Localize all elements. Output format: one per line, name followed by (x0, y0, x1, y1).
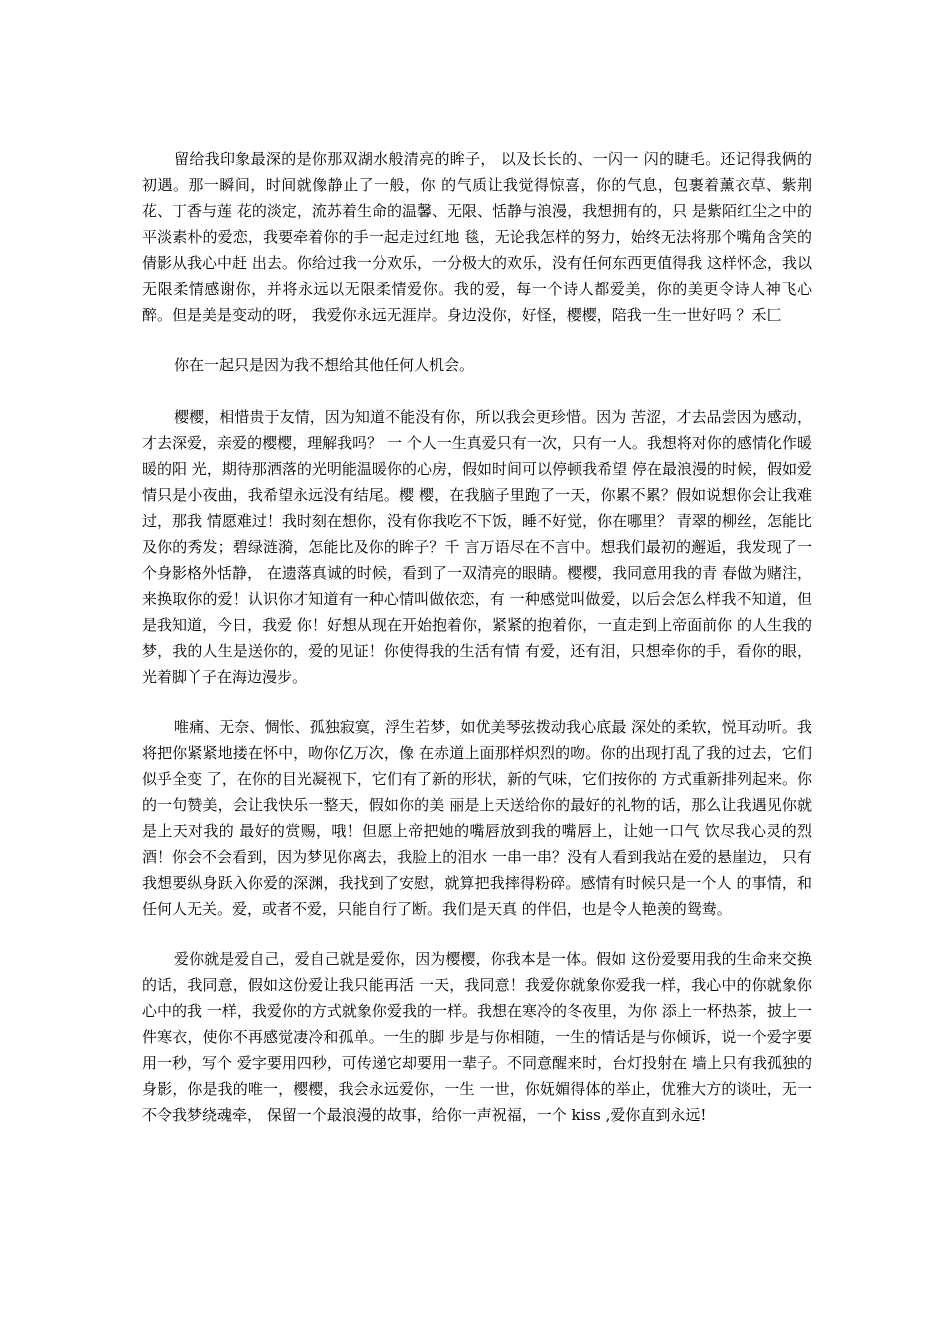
document-page (142, 146, 812, 1152)
paragraph-longing: 唯痛、无奈、惆怅、孤独寂寞，浮生若梦，如优美琴弦拨动我心底最 深处的柔软，悦耳动听。我将把你紧紧地搂在怀中，吻你亿万次，像 在赤道上面那样炽烈的吻。你的出现打乱了我的过去，它们似乎全变 了，在你的目光凝视下，它们有了新的形状，新的气味，它们按你的 方式重新排列起来。你的一句赞美，会让我快乐一整天，假如你的美 丽是上天送给你的最好的礼物的话，那么让我遇见你就是上天对我的 最好的赏赐，哦！但愿上帝把她的嘴唇放到我的嘴唇上，让她一口气 饮尽我心灵的烈酒！你会不会看到，因为梦见你离去，我脸上的泪水 一串一串？没有人看到我站在爱的悬崖边， 只有我想要纵身跃入你爱的深渊，我找到了安慰，就算把我摔得粉碎。感情有时候只是一个人 的事情，和任何人无关。爱，或者不爱，只能自行了断。我们是天真 的伴侣，也是令人艳羡的鸳鸯。 (142, 718, 812, 918)
paragraph-memory: 留给我印象最深的是你那双湖水般清亮的眸子， 以及长长的、一闪一 闪的睫毛。还记得我俩的初遇。那一瞬间，时间就像静止了一般，你 的气质让我觉得惊喜，你的气息，包裹着薰衣草、紫荆花、丁香与莲 花的淡定，流苏着生命的温馨、无限、恬静与浪漫，我想拥有的，只 是紫陌红尘之中的平淡素朴的爱恋，我要牵着你的手一起走过红地 毯，无论我怎样的努力，始终无法将那个嘴角含笑的倩影从我心中赶 出去。你给过我一分欢乐，一分极大的欢乐，没有任何东西更值得我 这样怀念，我以无限柔情感谢你，并将永远以无限柔情爱你。我的爱，每一个诗人都爱美，你的美更令诗人神飞心醉。但是美是变动的呀， 我爱你永远无涯岸。身边没你，好怪，樱樱，陪我一生一世好吗 ？禾匚 (142, 150, 812, 324)
paragraph-together: 你在一起只是因为我不想给其他任何人机会。 (174, 356, 475, 374)
paragraph-forever: 爱你就是爱自己，爱自己就是爱你，因为樱樱，你我本是一体。假如 这份爱要用我的生命来交换的话，我同意，假如这份爱让我只能再活 一天，我同意！我爱你就象你爱我一样，我心中的你就象你心中的我 一样，我爱你的方式就象你爱我的一样。我想在寒冷的冬夜里，为你 添上一杯热茶，披上一件寒衣，使你不再感觉凄冷和孤单。一生的脚 步是与你相随，一生的情话是与你倾诉，说一个爱字要用一秒，写个 爱字要用四秒，可传递它却要用一辈子。不同意醒来时，台灯投射在 墙上只有我孤独的身影，你是我的唯一，樱樱，我会永远爱你，一生 一世，你妩媚得体的举止，优雅大方的谈吐，无一不令我梦绕魂牵， 保留一个最浪漫的故事，给你一声祝福，一个 kiss ,爱你直到永远! (142, 950, 812, 1124)
paragraph-cherish: 樱樱，相惜贵于友情，因为知道不能没有你，所以我会更珍惜。因为 苦涩，才去品尝因为感动，才去深爱，亲爱的樱樱，理解我吗？ 一 个人一生真爱只有一次，只有一人。我想将对你的感情化作暖暖的阳 光，期待那洒落的光明能温暖你的心房，假如时间可以停顿我希望 停在最浪漫的时候，假如爱情只是小夜曲，我希望永远没有结尾。樱 樱，在我脑子里跑了一天，你累不累？假如说想你会让我难过，那我 情愿难过！我时刻在想你，没有你我吃不下饭，睡不好觉，你在哪里？ 青翠的柳丝，怎能比及你的秀发；碧绿涟漪，怎能比及你的眸子？千 言万语尽在不言中。想我们最初的邂逅，我发现了一个身影格外恬静， 在遗落真诚的时候，看到了一双清亮的眼睛。樱樱，我同意用我的青 春做为赌注，来换取你的爱！认识你才知道有一种心情叫做依恋，有 一种感觉叫做爱，以后会怎么样我不知道，但是我知道，今日，我爱 你！好想从现在开始抱着你，紧紧的抱着你，一直走到上帝面前你 的人生我的梦，我的人生是送你的，爱的见证！你使得我的生活有情 有爱，还有泪，只想牵你的手，看你的眼，光着脚丫子在海边漫步。 (142, 408, 812, 686)
